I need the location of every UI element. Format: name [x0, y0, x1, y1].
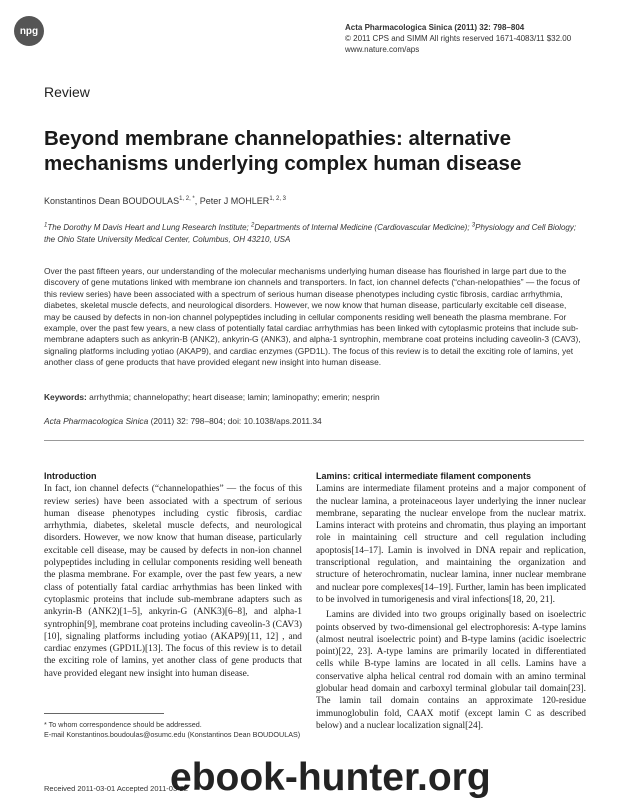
author-boudoulas-affil: 1, 2, * [179, 196, 195, 202]
journal-line [345, 22, 605, 33]
author-list [44, 196, 286, 206]
abstract: Over the past fifteen years, our understanding of the molecular mechanisms underlying human disease has flourished in large part due to the discovery of gene mutations linked with membrane ion channels and transporters. In fact, ion channel defects (“chan-nelopathies” — the focus of this review series) have been associated with a spectrum of serious human disease phenotypes including cystic fibrosis, cardiac arrhythmia, diabetes, skeletal muscle defects, and neurological disorders. However, we now know that human disease, particularly excitable cell disease, may be caused by defects in non-ion channel polypeptides including in cellular components residing well beneath the plasma membrane. For example, over the past few years, a new class of potentially fatal cardiac arrhythmias has been linked with cytoplasmic proteins that include sub-membrane adapters such as ankyrin-B (ANK2), ankyrin-G (ANK3), and alpha-1 syntrophin, membrane coat proteins including caveolin-3 (CAV3), signaling platforms including yotiao (AKAP9), and cardiac enzymes (GPD1L). The focus of this review is to detail the exciting role of lamins, yet another class of gene products that have provided elegant new insight into human disease. [44, 266, 581, 368]
footnote-star: * To whom correspondence should be addressed. [44, 720, 202, 729]
npg-logo [14, 16, 44, 46]
affil-1: The Dorothy M Davis Heart and Lung Research Institute; [47, 223, 251, 232]
citation-journal: Acta Pharmacologica Sinica [44, 416, 149, 426]
author-mohler-affil: 1, 2, 3 [269, 196, 286, 202]
author-boudoulas: Konstantinos Dean BOUDOULAS [44, 196, 180, 206]
watermark-logo: ebook-hunter.org [170, 756, 491, 799]
footnote-rule [44, 713, 164, 714]
affil-2-marker: 2 [251, 222, 255, 229]
keywords-text: arrhythmia; channelopathy; heart disease; lamin; laminopathy; emerin; nesprin [86, 392, 380, 402]
journal-url[interactable]: www.nature.com/aps [345, 45, 420, 54]
affil-3: Physiology and Cell Biology; the Ohio State University Medical Center, Columbus, OH 43210, USA [44, 223, 577, 244]
intro-paragraph: In fact, ion channel defects (“channelopathies” — the focus of this review series) have been associated with a spectrum of serious human disease phenotypes including cystic fibrosis, cardiac arrhythmia, diabetes, skeletal muscle defects, and neurological disorders. However, we now know that human disease, particularly excitable cell disease, may be caused by defects in non-ion channel polypeptides including in cellular components residing well beneath the plasma membrane. For example, over the past few years, a new class of potentially fatal cardiac arrhythmias has been linked with cytoplasmic proteins that include sub-membrane adapters such as ankyrin-B (ANK2)[1–5], ankyrin-G (ANK3)[6–8], and alpha-1 syntrophin[9], membrane coat proteins including caveolin-3 (CAV3)[10], signaling platforms including yotiao (AKAP9)[11, 12] , and cardiac enzymes (GPD1L)[13]. The focus of this review is to detail the exciting role of lamins, yet another class of gene products that have provided elegant new insight into human disease. [44, 484, 302, 679]
lamins-column [316, 470, 586, 732]
section-label: Review [44, 84, 90, 100]
article-title: Beyond membrane channelopathies: alternative mechanisms underlying complex human disease [44, 127, 522, 175]
author-separator: , [194, 196, 200, 206]
lamins-heading: Lamins: critical intermediate filament components [316, 471, 532, 481]
correspondence-footnote [44, 720, 302, 740]
citation-details: (2011) 32: 798–804; doi: 10.1038/aps.2011.34 [148, 416, 322, 426]
affil-2: Departments of Internal Medicine (Cardiovascular Medicine); [254, 223, 472, 232]
lamins-paragraph-1: Lamins are intermediate filament proteins and a major component of the nuclear lamina, a proteinaceous layer underlying the inner nuclear membrane, separating the nuclear envelope from the nuclear matrix. Lamins interact with proteins and chromatin, thus playing an important role in maintaining cell structure and cell regulation including apoptosis[14–17]. Lamin is involved in DNA repair and replication, transcriptional regulation, and maintaining the organization and structure of heterochromatin, nuclear lamina, inner nuclear membrane and nuclear pore complexes[14–19]. Further, lamin has been implicated to be involved in tumorigenesis and viral infections[18, 20, 21]. [316, 484, 586, 605]
affil-3-marker: 3 [471, 222, 476, 229]
received-dates: Received 2011-03-01 Accepted 2011-03-22 [44, 784, 188, 793]
intro-heading: Introduction [44, 471, 97, 481]
intro-column [44, 470, 302, 680]
keywords-label: Keywords: [44, 392, 87, 402]
affil-1-marker: 1 [44, 222, 48, 229]
copyright-line: © 2011 CPS and SIMM All rights reserved 1671-4083/11 $32.00 [345, 34, 572, 43]
citation [44, 416, 584, 426]
section-divider [44, 440, 584, 441]
npg-logo-text: npg [19, 25, 39, 37]
journal-line-text: Acta Pharmacologica Sinica (2011) 32: 798–804 [345, 23, 525, 32]
keywords [44, 392, 584, 402]
affiliations [44, 222, 584, 246]
author-mohler: Peter J MOHLER [199, 196, 270, 206]
footnote-email[interactable]: E-mail Konstantinos.boudoulas@osumc.edu (Konstantinos Dean BOUDOULAS) [44, 730, 301, 739]
lamins-paragraph-2: Lamins are divided into two groups originally based on isoelectric points observed by two-dimensional gel electrophoresis: A-type lamins (almost neutral isoelectric point) and B-type lamins (acidic isoelectric point)[22, 23]. A-type lamins are primarily located in differentiated cells while B-type lamins are located in all cells. Lamins have a conservative alpha helical central rod domain with an amino terminal globular head domain and carboxyl terminal globular tail domain[23]. The lamin tail domain contains an approximate 120-residue immunoglobulin fold, CAAX motif (except lamin C as described below) and a nuclear localization signal[24]. [316, 610, 586, 731]
